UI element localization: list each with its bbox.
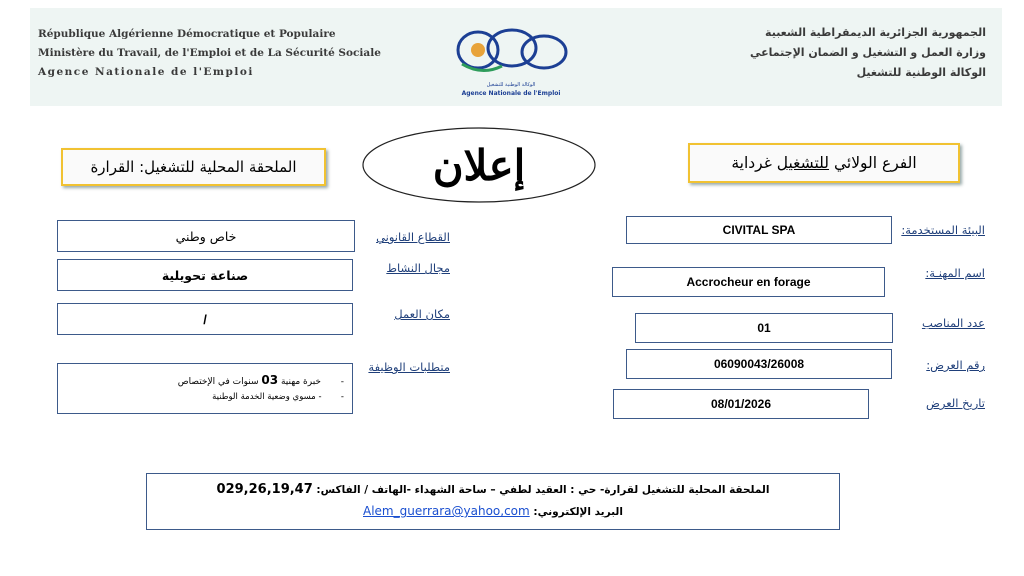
header-ar-line-2: وزارة العمل و التشغيل و الضمان الإجتماعي <box>750 46 986 59</box>
branch-title <box>688 143 960 183</box>
anem-logo <box>452 24 572 82</box>
branch-title-prefix: الفرع الولائي <box>829 154 917 172</box>
employer-value: CIVITAL SPA <box>626 216 892 244</box>
requirement-bullet-2b: - <box>318 392 322 402</box>
header-fr-line-1: République Algérienne Démocratique et Populaire <box>38 28 336 40</box>
logo-caption-fr: Agence Nationale de l'Emploi <box>461 90 561 97</box>
local-agency-title: الملحقة المحلية للتشغيل: القرارة <box>61 148 326 186</box>
profession-value: Accrocheur en forage <box>612 267 885 297</box>
requirement-bullet-1: - <box>340 377 344 387</box>
offer-number-label: رقم العرض: <box>926 358 985 372</box>
workplace-value: / <box>57 303 353 335</box>
footer-contact-box <box>146 473 840 530</box>
footer-address-text: الملحقة المحلية للتشغيل لقرارة- حي : العقيد لطفي – ساحة الشهداء -الهاتف / الفاكس: <box>312 484 770 496</box>
header-fr-line-3: Agence Nationale de l'Emploi <box>38 66 254 78</box>
positions-value: 01 <box>635 313 893 343</box>
header-ar-line-3: الوكالة الوطنية للتشغيل <box>856 66 986 79</box>
legal-sector-value: خاص وطني <box>57 220 355 252</box>
footer-phone: 029,26,19,47 <box>216 482 313 497</box>
logo-ring-middle <box>488 30 536 66</box>
requirements-box <box>57 363 353 414</box>
footer-email-link[interactable]: Alem_guerrara@yahoo,com <box>363 504 530 518</box>
offer-date-value: 08/01/2026 <box>613 389 869 419</box>
activity-field-value: صناعة تحويلية <box>57 259 353 291</box>
requirement-item-1 <box>178 373 344 387</box>
activity-field-label: مجال النشاط <box>386 261 450 275</box>
requirement-bullet-2: - <box>340 392 344 402</box>
requirement-1-suffix: سنوات في الإختصاص <box>177 377 262 387</box>
branch-title-underlined: للتشغيل <box>776 154 830 172</box>
profession-label: اسم المهنـة: <box>925 266 985 280</box>
header-fr-line-2: Ministère du Travail, de l'Emploi et de La Sécurité Sociale <box>38 47 381 59</box>
requirement-item-2 <box>212 392 344 402</box>
header-ar-line-1: الجمهورية الجزائرية الديمقراطية الشعبية <box>765 26 986 39</box>
positions-label: عدد المناصب <box>921 316 985 330</box>
announcement-title: إعلان <box>432 140 526 190</box>
footer-address-line <box>147 482 839 497</box>
requirements-label: متطلبات الوظيفة <box>368 360 450 374</box>
footer-email-line <box>147 504 839 518</box>
workplace-label: مكان العمل <box>394 307 450 321</box>
offer-number-value: 06090043/26008 <box>626 349 892 379</box>
requirement-2-text: مسوي وضعية الخدمة الوطنية <box>212 392 316 402</box>
logo-dot-orange <box>471 43 485 57</box>
footer-email-label: البريد الإلكتروني: <box>529 506 623 518</box>
logo-ring-right <box>522 36 566 68</box>
offer-date-label: تاريخ العرض <box>925 396 985 410</box>
requirement-1-number: 03 <box>261 373 279 387</box>
employer-label: البيئة المستخدمة: <box>901 223 985 237</box>
requirement-1-prefix: خبرة مهنية <box>278 377 321 387</box>
legal-sector-label: القطاع القانوني <box>376 230 450 244</box>
logo-caption-ar: الوكالة الوطنية للتشغيل <box>486 82 536 88</box>
branch-title-suffix: غرداية <box>731 154 777 172</box>
